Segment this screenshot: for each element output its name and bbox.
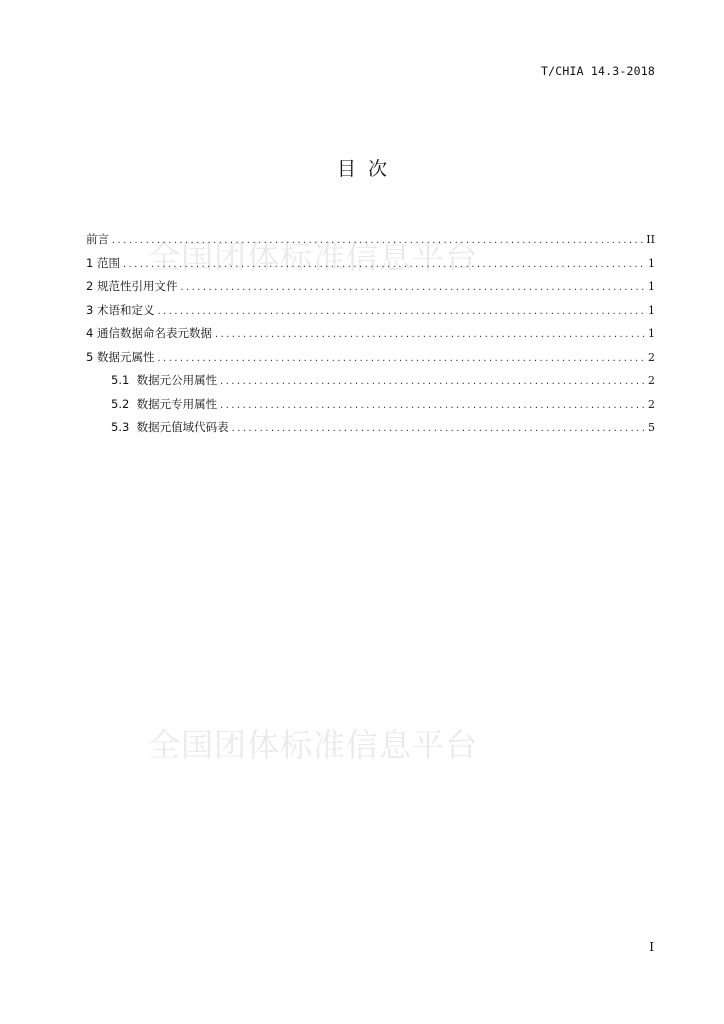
toc-entry-label: 前言 — [86, 232, 109, 246]
standard-code: T/CHIA 14.3-2018 — [541, 64, 655, 78]
toc-entry-page: 1 — [648, 256, 655, 270]
toc-entry-label: 2 规范性引用文件 — [86, 279, 178, 293]
toc-entry-page: 1 — [648, 327, 655, 340]
toc-leader-dots — [220, 400, 645, 411]
toc-leader-dots — [220, 376, 645, 387]
toc-entry-foreword[interactable] — [86, 231, 655, 255]
toc-leader-dots — [232, 423, 645, 434]
toc-entry-label: 4 通信数据命名表元数据 — [86, 326, 212, 340]
toc-entry-label: 5 数据元属性 — [86, 349, 155, 364]
toc-entry-common-attributes[interactable] — [86, 372, 655, 396]
toc-entry-label: 3 术语和定义 — [86, 302, 155, 317]
toc-leader-dots — [157, 306, 645, 317]
table-of-contents — [86, 231, 655, 443]
watermark-bottom: 全国团体标准信息平台 — [148, 726, 479, 764]
toc-entry-data-element-attributes[interactable] — [86, 349, 655, 373]
toc-leader-dots — [112, 235, 643, 246]
toc-entry-page: 2 — [648, 350, 655, 364]
toc-leader-dots — [157, 353, 645, 364]
toc-entry-label: 1 范围 — [86, 255, 120, 270]
toc-entry-page: 2 — [648, 374, 655, 387]
toc-leader-dots — [123, 259, 645, 270]
toc-entry-page: 2 — [648, 397, 655, 411]
toc-entry-page: 5 — [648, 421, 655, 434]
toc-entry-scope[interactable] — [86, 255, 655, 279]
toc-entry-terms-definitions[interactable] — [86, 302, 655, 326]
toc-entry-label: 5.1 数据元公用属性 — [111, 373, 218, 387]
toc-entry-value-domain-code-table[interactable] — [86, 419, 655, 443]
toc-entry-page: II — [646, 233, 655, 246]
toc-entry-normative-references[interactable] — [86, 278, 655, 302]
toc-entry-metadata[interactable] — [86, 325, 655, 349]
toc-leader-dots — [180, 282, 645, 293]
page-number: I — [649, 940, 654, 954]
toc-entry-label: 5.2 数据元专用属性 — [111, 396, 218, 411]
toc-leader-dots — [215, 329, 645, 340]
toc-entry-page: 1 — [648, 280, 655, 293]
watermark-top: 全国团体标准信息平台 — [148, 238, 479, 276]
toc-entry-label: 5.3 数据元值域代码表 — [111, 420, 229, 434]
toc-title — [0, 154, 724, 181]
toc-title-text: 目 次 — [336, 158, 388, 180]
toc-entry-specific-attributes[interactable] — [86, 396, 655, 420]
toc-entry-page: 1 — [648, 303, 655, 317]
